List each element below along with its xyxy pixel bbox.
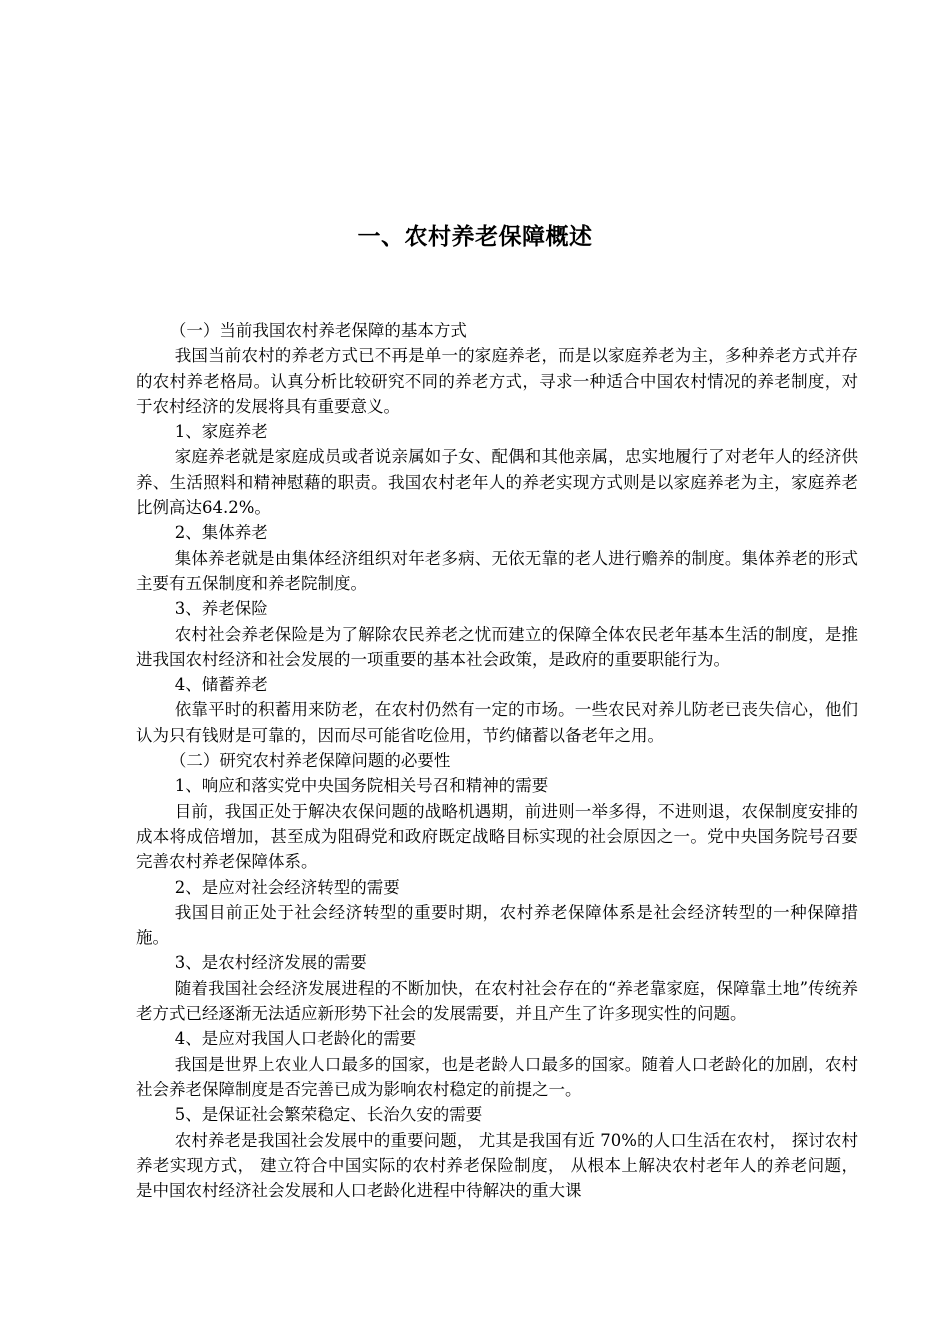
body-paragraph: 我国目前正处于社会经济转型的重要时期，农村养老保障体系是社会经济转型的一种保障措施。 [136,902,858,948]
subsection-heading: 3、养老保险 [174,599,268,619]
document-body [136,318,858,1203]
subsection-heading: 1、家庭养老 [174,422,268,442]
section-heading: （一）当前我国农村养老保障的基本方式 [169,321,467,340]
subsection-heading: 3、是农村经济发展的需要 [174,953,367,973]
subsection-heading: 4、是应对我国人口老龄化的需要 [174,1029,417,1049]
body-paragraph: 随着我国社会经济发展进程的不断加快，在农村社会存在的“养老靠家庭，保障靠土地”传统养老方式已经逐渐无法适应新形势下社会的发展需要，并且产生了许多现实性的问题。 [136,978,858,1024]
body-paragraph: 目前，我国正处于解决农保问题的战略机遇期，前进则一举多得，不进则退，农保制度安排的成本将成倍增加，甚至成为阻碍党和政府既定战略目标实现的社会原因之一。党中央国务院号召要完善农村养老保障体系。 [136,801,858,872]
subsection-heading: 4、储蓄养老 [174,675,268,695]
body-paragraph: 农村养老是我国社会发展中的重要问题， 尤其是我国有近 70%的人口生活在农村， 探讨农村养老实现方式， 建立符合中国实际的农村养老保险制度， 从根本上解决农村老年人的养老问题， 是中国农村经济社会发展和人口老龄化进程中待解决的重大课 [136,1130,858,1201]
subsection-heading: 2、是应对社会经济转型的需要 [174,877,400,897]
body-paragraph: 集体养老就是由集体经济组织对年老多病、无依无靠的老人进行赡养的制度。集体养老的形式主要有五保制度和养老院制度。 [136,548,858,593]
section-heading: （二）研究农村养老保障问题的必要性 [169,751,451,771]
body-paragraph: 依靠平时的积蓄用来防老，在农村仍然有一定的市场。一些农民对养儿防老已丧失信心，他们认为只有钱财是可靠的，因而尽可能省吃俭用，节约储蓄以备老年之用。 [136,700,858,745]
subsection-heading: 1、响应和落实党中央国务院相关号召和精神的需要 [174,776,549,796]
subsection-heading: 5、是保证社会繁荣稳定、长治久安的需要 [174,1105,483,1125]
body-paragraph: 我国是世界上农业人口最多的国家，也是老龄人口最多的国家。随着人口老龄化的加剧，农村社会养老保障制度是否完善已成为影响农村稳定的前提之一。 [136,1054,858,1099]
body-paragraph: 农村社会养老保险是为了解除农民养老之忧而建立的保障全体农民老年基本生活的制度，是推进我国农村经济和社会发展的一项重要的基本社会政策，是政府的重要职能行为。 [136,624,858,669]
body-paragraph: 家庭养老就是家庭成员或者说亲属如子女、配偶和其他亲属，忠实地履行了对老年人的经济供养、生活照料和精神慰藉的职责。我国农村老年人的养老实现方式则是以家庭养老为主，家庭养老比例高达64.2%。 [136,447,858,518]
subsection-heading: 2、集体养老 [174,523,268,543]
body-paragraph: 我国当前农村的养老方式已不再是单一的家庭养老，而是以家庭养老为主，多种养老方式并存的农村养老格局。认真分析比较研究不同的养老方式，寻求一种适合中国农村情况的养老制度，对于农村经济的发展将具有重要意义。 [136,346,858,416]
page-title: 一、农村养老保障概述 [357,224,593,250]
